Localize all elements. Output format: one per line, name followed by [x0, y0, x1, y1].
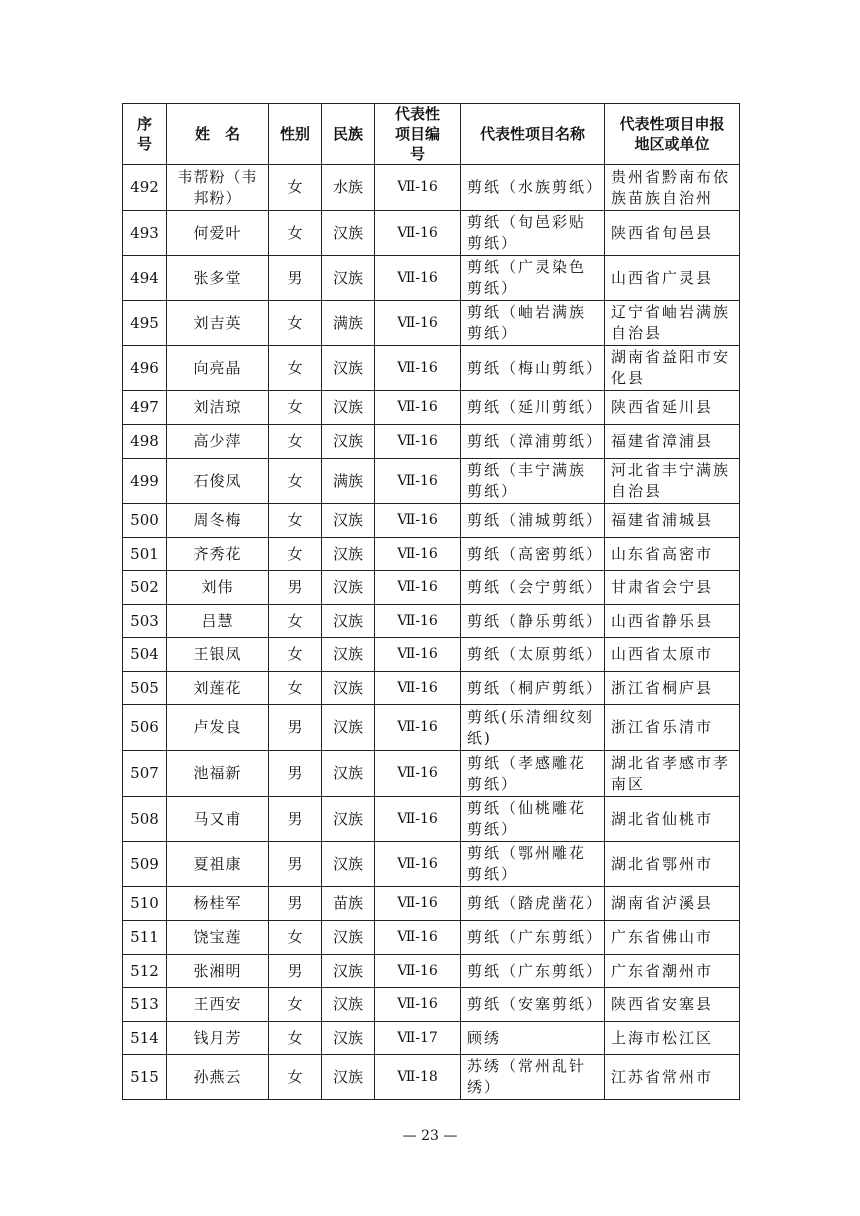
- cell-name: 王西安: [167, 988, 269, 1022]
- cell-name: 池福新: [167, 751, 269, 797]
- cell-ethnicity: 满族: [322, 301, 375, 346]
- table-row: [123, 256, 740, 301]
- cell-code: Ⅶ-16: [375, 921, 461, 955]
- cell-code: Ⅶ-16: [375, 638, 461, 672]
- cell-gender: 男: [269, 955, 322, 988]
- cell-name: 马又甫: [167, 797, 269, 842]
- cell-region: 山西省广灵县: [605, 256, 740, 301]
- cell-region: 甘肃省会宁县: [605, 571, 740, 605]
- table-row: [123, 605, 740, 638]
- cell-code: Ⅶ-16: [375, 301, 461, 346]
- cell-name: 王银凤: [167, 638, 269, 672]
- cell-item: 剪纸（桐庐剪纸）: [461, 672, 605, 705]
- cell-gender: 女: [269, 391, 322, 425]
- cell-no: 507: [123, 751, 167, 797]
- header-ethnicity: 民族: [322, 104, 375, 165]
- cell-ethnicity: 汉族: [322, 605, 375, 638]
- cell-region: 浙江省桐庐县: [605, 672, 740, 705]
- cell-item: 剪纸（广东剪纸）: [461, 955, 605, 988]
- header-row: [123, 104, 740, 165]
- cell-name: 刘莲花: [167, 672, 269, 705]
- cell-region: 湖北省鄂州市: [605, 842, 740, 887]
- cell-no: 497: [123, 391, 167, 425]
- cell-name: 石俊凤: [167, 459, 269, 504]
- cell-gender: 女: [269, 988, 322, 1022]
- cell-item: 剪纸（水族剪纸）: [461, 165, 605, 211]
- header-no: 序号: [123, 104, 167, 165]
- cell-item: 剪纸（孝感雕花剪纸）: [461, 751, 605, 797]
- cell-gender: 女: [269, 921, 322, 955]
- cell-no: 510: [123, 887, 167, 921]
- cell-item: 顾绣: [461, 1022, 605, 1055]
- cell-ethnicity: 汉族: [322, 538, 375, 571]
- cell-no: 513: [123, 988, 167, 1022]
- table-row: [123, 1022, 740, 1055]
- cell-code: Ⅶ-16: [375, 955, 461, 988]
- cell-region: 陕西省安塞县: [605, 988, 740, 1022]
- cell-gender: 女: [269, 459, 322, 504]
- cell-code: Ⅶ-16: [375, 751, 461, 797]
- table-row: [123, 751, 740, 797]
- table-row: [123, 797, 740, 842]
- table-row: [123, 165, 740, 211]
- cell-code: Ⅶ-16: [375, 672, 461, 705]
- cell-ethnicity: 汉族: [322, 391, 375, 425]
- cell-ethnicity: 满族: [322, 459, 375, 504]
- cell-gender: 男: [269, 842, 322, 887]
- cell-code: Ⅶ-16: [375, 211, 461, 256]
- cell-name: 高少萍: [167, 425, 269, 459]
- cell-no: 514: [123, 1022, 167, 1055]
- cell-gender: 女: [269, 605, 322, 638]
- cell-ethnicity: 汉族: [322, 1022, 375, 1055]
- cell-name: 何爱叶: [167, 211, 269, 256]
- cell-gender: 女: [269, 301, 322, 346]
- cell-code: Ⅶ-16: [375, 571, 461, 605]
- cell-item: 剪纸（延川剪纸）: [461, 391, 605, 425]
- cell-ethnicity: 汉族: [322, 211, 375, 256]
- cell-item: 剪纸（旬邑彩贴剪纸）: [461, 211, 605, 256]
- cell-no: 496: [123, 346, 167, 391]
- cell-no: 502: [123, 571, 167, 605]
- cell-gender: 女: [269, 672, 322, 705]
- cell-no: 509: [123, 842, 167, 887]
- cell-gender: 女: [269, 346, 322, 391]
- cell-no: 495: [123, 301, 167, 346]
- cell-item: 剪纸(乐清细纹刻纸): [461, 705, 605, 751]
- table-row: [123, 425, 740, 459]
- cell-code: Ⅶ-16: [375, 346, 461, 391]
- cell-region: 广东省潮州市: [605, 955, 740, 988]
- cell-region: 福建省漳浦县: [605, 425, 740, 459]
- cell-gender: 女: [269, 211, 322, 256]
- cell-no: 493: [123, 211, 167, 256]
- table-row: [123, 504, 740, 538]
- cell-no: 500: [123, 504, 167, 538]
- cell-gender: 女: [269, 538, 322, 571]
- cell-no: 515: [123, 1055, 167, 1100]
- cell-code: Ⅶ-16: [375, 538, 461, 571]
- cell-gender: 男: [269, 256, 322, 301]
- cell-code: Ⅶ-16: [375, 459, 461, 504]
- cell-item: 剪纸（太原剪纸）: [461, 638, 605, 672]
- cell-region: 陕西省旬邑县: [605, 211, 740, 256]
- cell-code: Ⅶ-16: [375, 797, 461, 842]
- heritage-inheritor-table: [122, 103, 740, 1100]
- table-row: [123, 211, 740, 256]
- cell-item: 剪纸（漳浦剪纸）: [461, 425, 605, 459]
- cell-name: 张湘明: [167, 955, 269, 988]
- cell-no: 506: [123, 705, 167, 751]
- cell-region: 山西省静乐县: [605, 605, 740, 638]
- cell-name: 张多堂: [167, 256, 269, 301]
- cell-name: 钱月芳: [167, 1022, 269, 1055]
- cell-code: Ⅶ-16: [375, 705, 461, 751]
- cell-no: 499: [123, 459, 167, 504]
- cell-item: 剪纸（鄂州雕花剪纸）: [461, 842, 605, 887]
- table-row: [123, 1055, 740, 1100]
- cell-code: Ⅶ-16: [375, 165, 461, 211]
- cell-name: 夏祖康: [167, 842, 269, 887]
- table-row: [123, 705, 740, 751]
- cell-name: 孙燕云: [167, 1055, 269, 1100]
- cell-code: Ⅶ-16: [375, 391, 461, 425]
- table-row: [123, 955, 740, 988]
- cell-region: 广东省佛山市: [605, 921, 740, 955]
- cell-code: Ⅶ-16: [375, 887, 461, 921]
- cell-item: 剪纸（广东剪纸）: [461, 921, 605, 955]
- header-name: 姓 名: [167, 104, 269, 165]
- cell-region: 陕西省延川县: [605, 391, 740, 425]
- cell-no: 501: [123, 538, 167, 571]
- cell-region: 山东省高密市: [605, 538, 740, 571]
- cell-code: Ⅶ-16: [375, 605, 461, 638]
- cell-gender: 女: [269, 1022, 322, 1055]
- cell-gender: 女: [269, 165, 322, 211]
- header-item: 代表性项目名称: [461, 104, 605, 165]
- cell-gender: 男: [269, 887, 322, 921]
- cell-code: Ⅶ-16: [375, 504, 461, 538]
- table-row: [123, 672, 740, 705]
- cell-no: 512: [123, 955, 167, 988]
- cell-item: 剪纸（踏虎凿花）: [461, 887, 605, 921]
- header-region: 代表性项目申报地区或单位: [605, 104, 740, 165]
- cell-no: 498: [123, 425, 167, 459]
- table-row: [123, 887, 740, 921]
- cell-name: 韦帮粉（韦邦粉）: [167, 165, 269, 211]
- cell-no: 511: [123, 921, 167, 955]
- cell-no: 503: [123, 605, 167, 638]
- cell-no: 492: [123, 165, 167, 211]
- cell-item: 剪纸（丰宁满族剪纸）: [461, 459, 605, 504]
- cell-code: Ⅶ-16: [375, 842, 461, 887]
- cell-gender: 男: [269, 571, 322, 605]
- cell-ethnicity: 水族: [322, 165, 375, 211]
- cell-name: 杨桂军: [167, 887, 269, 921]
- page-number: — 23 —: [402, 1128, 458, 1144]
- cell-no: 504: [123, 638, 167, 672]
- cell-item: 剪纸（安塞剪纸）: [461, 988, 605, 1022]
- cell-gender: 男: [269, 797, 322, 842]
- cell-region: 河北省丰宁满族自治县: [605, 459, 740, 504]
- cell-item: 苏绣（常州乱针绣）: [461, 1055, 605, 1100]
- cell-region: 浙江省乐清市: [605, 705, 740, 751]
- cell-name: 饶宝莲: [167, 921, 269, 955]
- cell-code: Ⅶ-16: [375, 425, 461, 459]
- cell-item: 剪纸（梅山剪纸）: [461, 346, 605, 391]
- cell-gender: 女: [269, 638, 322, 672]
- cell-name: 刘伟: [167, 571, 269, 605]
- table-row: [123, 842, 740, 887]
- table-row: [123, 301, 740, 346]
- cell-region: 上海市松江区: [605, 1022, 740, 1055]
- header-gender: 性别: [269, 104, 322, 165]
- cell-ethnicity: 汉族: [322, 955, 375, 988]
- cell-gender: 男: [269, 751, 322, 797]
- cell-ethnicity: 汉族: [322, 921, 375, 955]
- cell-ethnicity: 汉族: [322, 705, 375, 751]
- cell-item: 剪纸（浦城剪纸）: [461, 504, 605, 538]
- cell-region: 江苏省常州市: [605, 1055, 740, 1100]
- cell-region: 辽宁省岫岩满族自治县: [605, 301, 740, 346]
- cell-no: 505: [123, 672, 167, 705]
- table-body: [123, 165, 740, 1100]
- table-row: [123, 988, 740, 1022]
- cell-region: 山西省太原市: [605, 638, 740, 672]
- cell-name: 卢发良: [167, 705, 269, 751]
- cell-ethnicity: 苗族: [322, 887, 375, 921]
- table-row: [123, 459, 740, 504]
- table-row: [123, 346, 740, 391]
- cell-name: 向亮晶: [167, 346, 269, 391]
- table-row: [123, 571, 740, 605]
- cell-no: 508: [123, 797, 167, 842]
- cell-ethnicity: 汉族: [322, 797, 375, 842]
- cell-item: 剪纸（会宁剪纸）: [461, 571, 605, 605]
- cell-ethnicity: 汉族: [322, 988, 375, 1022]
- cell-name: 刘洁琼: [167, 391, 269, 425]
- cell-name: 齐秀花: [167, 538, 269, 571]
- cell-gender: 女: [269, 504, 322, 538]
- cell-ethnicity: 汉族: [322, 842, 375, 887]
- cell-gender: 男: [269, 705, 322, 751]
- cell-code: Ⅶ-18: [375, 1055, 461, 1100]
- cell-item: 剪纸（高密剪纸）: [461, 538, 605, 571]
- cell-region: 湖南省泸溪县: [605, 887, 740, 921]
- cell-region: 湖南省益阳市安化县: [605, 346, 740, 391]
- cell-ethnicity: 汉族: [322, 1055, 375, 1100]
- cell-region: 湖北省孝感市孝南区: [605, 751, 740, 797]
- cell-item: 剪纸（广灵染色剪纸）: [461, 256, 605, 301]
- cell-item: 剪纸（静乐剪纸）: [461, 605, 605, 638]
- cell-item: 剪纸（岫岩满族剪纸）: [461, 301, 605, 346]
- cell-region: 福建省浦城县: [605, 504, 740, 538]
- table-row: [123, 638, 740, 672]
- cell-name: 刘吉英: [167, 301, 269, 346]
- table-row: [123, 538, 740, 571]
- cell-region: 湖北省仙桃市: [605, 797, 740, 842]
- cell-ethnicity: 汉族: [322, 672, 375, 705]
- table-row: [123, 921, 740, 955]
- cell-ethnicity: 汉族: [322, 504, 375, 538]
- cell-ethnicity: 汉族: [322, 346, 375, 391]
- cell-ethnicity: 汉族: [322, 256, 375, 301]
- cell-name: 周冬梅: [167, 504, 269, 538]
- cell-ethnicity: 汉族: [322, 638, 375, 672]
- cell-no: 494: [123, 256, 167, 301]
- cell-name: 吕慧: [167, 605, 269, 638]
- cell-region: 贵州省黔南布依族苗族自治州: [605, 165, 740, 211]
- cell-ethnicity: 汉族: [322, 571, 375, 605]
- cell-ethnicity: 汉族: [322, 425, 375, 459]
- cell-code: Ⅶ-16: [375, 988, 461, 1022]
- header-code: 代表性项目编号: [375, 104, 461, 165]
- cell-code: Ⅶ-16: [375, 256, 461, 301]
- table-row: [123, 391, 740, 425]
- cell-code: Ⅶ-17: [375, 1022, 461, 1055]
- cell-ethnicity: 汉族: [322, 751, 375, 797]
- cell-gender: 女: [269, 425, 322, 459]
- cell-item: 剪纸（仙桃雕花剪纸）: [461, 797, 605, 842]
- cell-gender: 女: [269, 1055, 322, 1100]
